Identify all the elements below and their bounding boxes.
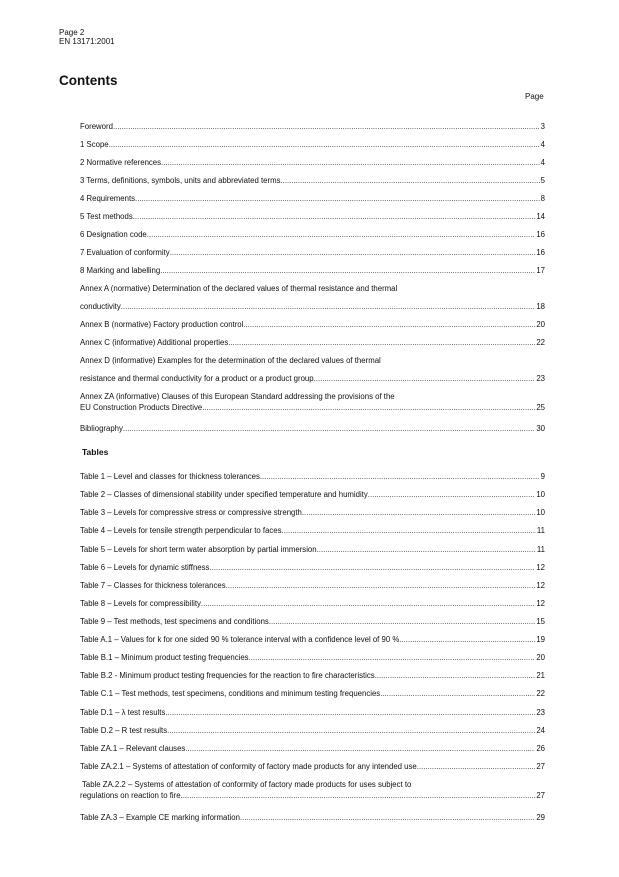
dot-leader <box>185 744 535 754</box>
dot-leader <box>170 248 536 258</box>
toc-entry-text: conductivity <box>80 302 121 311</box>
dot-leader <box>282 526 536 536</box>
toc-entry[interactable] <box>80 176 545 186</box>
dot-leader <box>165 708 535 718</box>
toc-entry-text: Table D.2 – R test results <box>80 726 168 735</box>
toc-entry[interactable] <box>80 671 545 681</box>
toc-entry-text: Table 5 – Levels for short term water absorption by partial immersion <box>80 545 317 554</box>
toc-entry-text: 1 Scope <box>80 140 109 149</box>
toc-entry-page: 5 <box>540 176 545 185</box>
toc-entry-page: 26 <box>536 744 545 753</box>
dot-leader <box>243 320 535 330</box>
toc-entry-page: 4 <box>540 158 545 167</box>
toc-entry[interactable] <box>80 617 545 627</box>
toc-entry[interactable] <box>80 140 545 150</box>
tables-heading: Tables <box>82 447 109 457</box>
toc-entry[interactable] <box>80 762 545 772</box>
toc-entry-page: 11 <box>536 526 545 535</box>
toc-entry-page: 12 <box>536 563 545 572</box>
toc-entry-page: 3 <box>540 122 545 131</box>
toc-entry-text: Table B.1 – Minimum product testing frequencies <box>80 653 249 662</box>
toc-entry-page: 22 <box>536 689 545 698</box>
dot-leader <box>202 403 535 413</box>
toc-entry-page: 8 <box>540 194 545 203</box>
dot-leader <box>133 212 536 222</box>
toc-entry-page: 4 <box>540 140 545 149</box>
toc-entry[interactable] <box>80 194 545 204</box>
toc-entry-text: Annex B (normative) Factory production control <box>80 320 244 329</box>
toc-entry[interactable] <box>80 813 545 823</box>
toc-entry-page: 16 <box>536 248 545 257</box>
toc-entry-text: resistance and thermal conductivity for a product or a product group <box>80 374 314 383</box>
dot-leader <box>314 374 536 384</box>
toc-entry[interactable] <box>80 526 545 536</box>
toc-entry-text: Table B.2 - Minimum product testing frequencies for the reaction to fire characteristics <box>80 671 375 680</box>
toc-entry[interactable] <box>80 744 545 754</box>
toc-entry[interactable] <box>80 472 545 482</box>
dot-leader <box>302 508 535 518</box>
toc-entry-text: Table ZA.3 – Example CE marking information <box>80 813 240 822</box>
toc-entry[interactable] <box>80 581 545 591</box>
toc-entry-text: Table 8 – Levels for compressibility <box>80 599 201 608</box>
toc-entry-text: 6 Designation code <box>80 230 147 239</box>
toc-entry-text: Table 3 – Levels for compressive stress or compressive strength <box>80 508 302 517</box>
toc-entry-page: 30 <box>536 424 545 433</box>
toc-entry-page: 18 <box>536 302 545 311</box>
toc-entry-page: 25 <box>536 403 545 412</box>
toc-entry-page: 19 <box>536 635 545 644</box>
toc-entry-text-line1: Annex ZA (informative) Clauses of this European Standard addressing the provisions of the <box>80 392 395 401</box>
toc-entry[interactable] <box>80 320 545 330</box>
toc-entry-text: EU Construction Products Directive <box>80 403 203 412</box>
dot-leader <box>209 563 535 573</box>
toc-entry-text: Table C.1 – Test methods, test specimens, conditions and minimum testing frequencies <box>80 689 381 698</box>
dot-leader <box>167 726 535 736</box>
dot-leader <box>228 338 535 348</box>
toc-entry[interactable] <box>80 508 545 518</box>
toc-entry[interactable] <box>80 284 545 312</box>
dot-leader <box>226 581 536 591</box>
dot-leader <box>249 653 536 663</box>
dot-leader <box>181 791 536 801</box>
toc-entry[interactable] <box>80 726 545 736</box>
toc-entry-text: Foreword <box>80 122 113 131</box>
toc-entry-text-line1: Annex D (informative) Examples for the determination of the declared values of thermal <box>80 356 381 365</box>
toc-entry-page: 23 <box>536 374 545 383</box>
dot-leader <box>161 158 540 168</box>
toc-entry-page: 21 <box>536 671 545 680</box>
dot-leader <box>281 176 540 186</box>
toc-entry[interactable] <box>80 212 545 222</box>
toc-entry-text: Table 9 – Test methods, test specimens and conditions <box>80 617 269 626</box>
toc-entry-text: Table 1 – Level and classes for thickness tolerances <box>80 472 260 481</box>
toc-entry-page: 11 <box>536 545 545 554</box>
toc-entry[interactable] <box>80 266 545 276</box>
dot-leader <box>269 617 535 627</box>
toc-entry[interactable] <box>80 780 545 801</box>
standard-id: EN 13171:2001 <box>59 37 115 46</box>
dot-leader <box>380 689 535 699</box>
toc-entry-page: 12 <box>536 581 545 590</box>
toc-entry[interactable] <box>80 708 545 718</box>
toc-entry-text: Table ZA.2.1 – Systems of attestation of conformity of factory made products for any intended use <box>80 762 417 771</box>
toc-entry[interactable] <box>80 248 545 258</box>
dot-leader <box>399 635 535 645</box>
toc-entry-text: 4 Requirements <box>80 194 136 203</box>
dot-leader <box>317 545 536 555</box>
toc-entry-page: 27 <box>536 791 545 800</box>
dot-leader <box>160 266 535 276</box>
toc-entry-text: Bibliography <box>80 424 123 433</box>
toc-entry[interactable] <box>80 122 545 132</box>
toc-entry-text: Table 2 – Classes of dimensional stability under specified temperature and humidity <box>80 490 368 499</box>
dot-leader <box>201 599 535 609</box>
toc-entry-page: 10 <box>536 490 545 499</box>
toc-entry-page: 15 <box>536 617 545 626</box>
toc-entry-text: 3 Terms, definitions, symbols, units and abbreviated terms <box>80 176 281 185</box>
toc-entry-text: 8 Marking and labelling <box>80 266 161 275</box>
toc-entry-page: 23 <box>536 708 545 717</box>
toc-entry-text: 7 Evaluation of conformity <box>80 248 170 257</box>
toc-entry[interactable] <box>80 689 545 699</box>
toc-entry-text: Table ZA.1 – Relevant clauses <box>80 744 186 753</box>
toc-entry-text: Table 7 – Classes for thickness tolerances <box>80 581 226 590</box>
toc-entry[interactable] <box>80 230 545 240</box>
toc-entry[interactable] <box>80 356 545 384</box>
dot-leader <box>109 140 540 150</box>
toc-entry[interactable] <box>80 158 545 168</box>
page-number: Page 2 <box>59 28 85 37</box>
dot-leader <box>260 472 540 482</box>
dot-leader <box>113 122 540 132</box>
page-title: Contents <box>59 73 118 88</box>
toc-entry-text: 2 Normative references <box>80 158 162 167</box>
toc-entry-text: Table 6 – Levels for dynamic stiffness <box>80 563 210 572</box>
toc-entry[interactable] <box>80 635 545 645</box>
toc-entry-page: 10 <box>536 508 545 517</box>
toc-entry-text-line1: Annex A (normative) Determination of the declared values of thermal resistance and thermal <box>80 284 398 293</box>
toc-entry-page: 12 <box>536 599 545 608</box>
toc-entry[interactable] <box>80 338 545 348</box>
toc-entry-page: 14 <box>536 212 545 221</box>
toc-entry[interactable] <box>80 392 545 413</box>
toc-entry-text: Table D.1 – λ test results <box>80 708 166 717</box>
toc-entry-text-line1: Table ZA.2.2 – Systems of attestation of conformity of factory made products for uses subject to <box>82 780 412 789</box>
toc-entry-page: 20 <box>536 320 545 329</box>
dot-leader <box>135 194 540 204</box>
toc-entry-page: 22 <box>536 338 545 347</box>
toc-entry-text: Table 4 – Levels for tensile strength perpendicular to faces <box>80 526 282 535</box>
toc-entry-page: 9 <box>540 472 545 481</box>
dot-leader <box>375 671 536 681</box>
dot-leader <box>417 762 536 772</box>
toc-entry[interactable] <box>80 424 545 434</box>
toc-entry-text: 5 Test methods <box>80 212 133 221</box>
toc-entry-page: 24 <box>536 726 545 735</box>
toc-entry-page: 20 <box>536 653 545 662</box>
page-column-label: Page <box>525 92 544 101</box>
toc-entry[interactable] <box>80 653 545 663</box>
dot-leader <box>123 424 535 434</box>
dot-leader <box>368 490 536 500</box>
toc-entry[interactable] <box>80 563 545 573</box>
toc-entry-page: 27 <box>536 762 545 771</box>
toc-entry-page: 16 <box>536 230 545 239</box>
toc-entry[interactable] <box>80 490 545 500</box>
toc-entry-page: 17 <box>536 266 545 275</box>
toc-entry-text: Annex C (informative) Additional properties <box>80 338 229 347</box>
dot-leader <box>147 230 536 240</box>
toc-entry[interactable] <box>80 545 545 555</box>
dot-leader <box>240 813 535 823</box>
toc-entry[interactable] <box>80 599 545 609</box>
toc-entry-text: regulations on reaction to fire <box>80 791 181 800</box>
dot-leader <box>121 302 536 312</box>
toc-entry-text: Table A.1 – Values for k for one sided 90 % tolerance interval with a confidence level of 90 % <box>80 635 400 644</box>
toc-entry-page: 29 <box>536 813 545 822</box>
